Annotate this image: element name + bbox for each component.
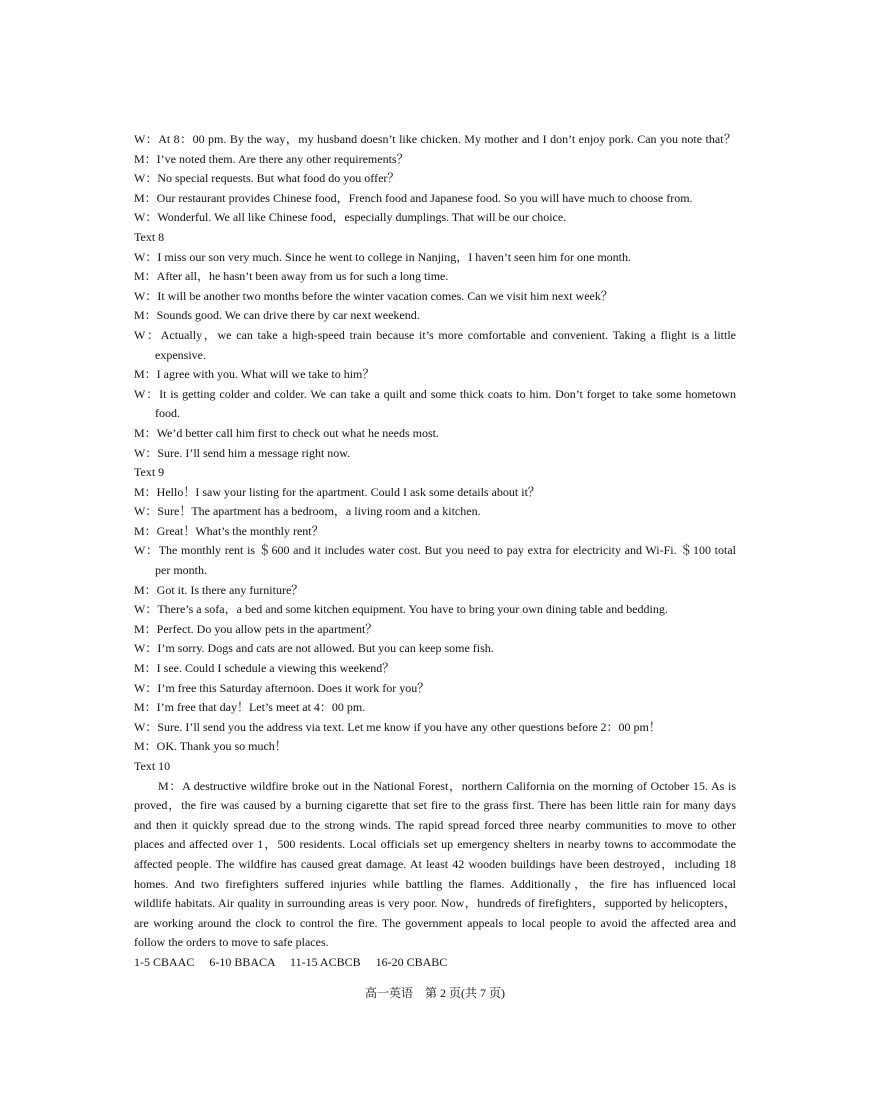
transcript-line: W：There’s a sofa，a bed and some kitchen equipment. You have to bring your own dining table and bedding.	[134, 602, 668, 617]
transcript-line: food.	[155, 406, 180, 421]
transcript-line: W：Wonderful. We all like Chinese food，especially dumplings. That will be our choice.	[134, 210, 567, 225]
transcript-line: W：Sure！The apartment has a bedroom，a living room and a kitchen.	[134, 504, 481, 519]
transcript-line: and then it quickly spread due to the strong winds. The rapid spread forced three nearby communities to move to other	[134, 817, 736, 832]
transcript-line: M：Hello！I saw your listing for the apartment. Could I ask some details about it？	[134, 484, 540, 499]
transcript-line: M：Perfect. Do you allow pets in the apartment？	[134, 621, 378, 636]
transcript-line: M：Got it. Is there any furniture？	[134, 582, 304, 597]
section-heading: Text 8	[134, 229, 165, 244]
transcript-line: M：I agree with you. What will we take to him？	[134, 367, 375, 382]
transcript-line: M：After all，he hasn’t been away from us for such a long time.	[134, 269, 449, 284]
transcript-line: W：I’m free this Saturday afternoon. Does it work for you？	[134, 680, 430, 695]
transcript-line: W：I’m sorry. Dogs and cats are not allowed. But you can keep some fish.	[134, 641, 494, 656]
transcript-line: W：I miss our son very much. Since he went to college in Nanjing，I haven’t seen him for one month.	[134, 249, 632, 264]
transcript-line: W：Actually，we can take a high-speed train because it’s more comfortable and convenient. Taking a flight is a little	[134, 327, 736, 342]
transcript-line: W：It is getting colder and colder. We can take a quilt and some thick coats to him. Don’t forget to take some hometown	[134, 386, 736, 401]
transcript-line: W：It will be another two months before the winter vacation comes. Can we visit him next week？	[134, 288, 613, 303]
transcript-line: proved，the fire was caused by a burning cigarette that set fire to the grass first. There has been little rain for many days	[134, 798, 736, 813]
transcript-line: M：A destructive wildfire broke out in the National Forest，northern California on the morning of October 15. As is	[158, 778, 736, 793]
section-heading: Text 9	[134, 465, 165, 480]
transcript-line: W：No special requests. But what food do you offer？	[134, 171, 400, 186]
transcript-line: places and affected over 1，500 residents. Local officials set up emergency shelters in nearby towns to accommodate the	[134, 837, 736, 852]
transcript-body	[134, 130, 736, 973]
transcript-line: M：Our restaurant provides Chinese food，French food and Japanese food. So you will have much to choose from.	[134, 190, 693, 205]
answer-key: 1-5 CBAAC 6-10 BBACA 11-15 ACBCB 16-20 CBABC	[134, 954, 448, 969]
transcript-line: W：Sure. I’ll send him a message right now.	[134, 445, 351, 460]
transcript-line: expensive.	[155, 347, 206, 362]
transcript-line: follow the orders to move to safe places.	[134, 935, 329, 950]
transcript-line: M：I see. Could I schedule a viewing this weekend？	[134, 661, 395, 676]
transcript-line: affected people. The wildfire has caused great damage. At least 42 wooden buildings have been destroyed，including 18	[134, 856, 736, 871]
transcript-line: per month.	[155, 563, 207, 578]
transcript-line: M：Sounds good. We can drive there by car next weekend.	[134, 308, 420, 323]
transcript-line: M：OK. Thank you so much！	[134, 739, 287, 754]
transcript-line: W：At 8：00 pm. By the way，my husband doesn’t like chicken. My mother and I don’t enjoy pork. Can you note that？	[134, 132, 736, 146]
section-heading: Text 10	[134, 759, 171, 773]
transcript-line: M：I’ve noted them. Are there any other requirements？	[134, 151, 409, 166]
transcript-line: W：Sure. I’ll send you the address via text. Let me know if you have any other questions before 2：00 pm！	[134, 719, 661, 734]
transcript-line: W：The monthly rent is ＄600 and it includes water cost. But you need to pay extra for electricity and Wi-Fi. ＄100 total	[134, 543, 736, 558]
transcript-line: M：I’m free that day！Let’s meet at 4：00 pm.	[134, 700, 366, 715]
transcript-line: M：Great！What’s the monthly rent？	[134, 523, 324, 538]
transcript-line: homes. And two firefighters suffered injuries while battling the flames. Additionally，the fire has influenced local	[134, 876, 736, 891]
page-footer: 高一英语 第 2 页(共 7 页)	[365, 986, 505, 1000]
transcript-line: M：We’d better call him first to check out what he needs most.	[134, 425, 439, 440]
transcript-line: are working around the clock to control the fire. The government appeals to local people to avoid the affected area and	[134, 915, 736, 930]
transcript-line: wildlife habitats. Air quality in surrounding areas is very poor. Now，hundreds of firefighters，supported by helicopters，	[134, 896, 736, 911]
